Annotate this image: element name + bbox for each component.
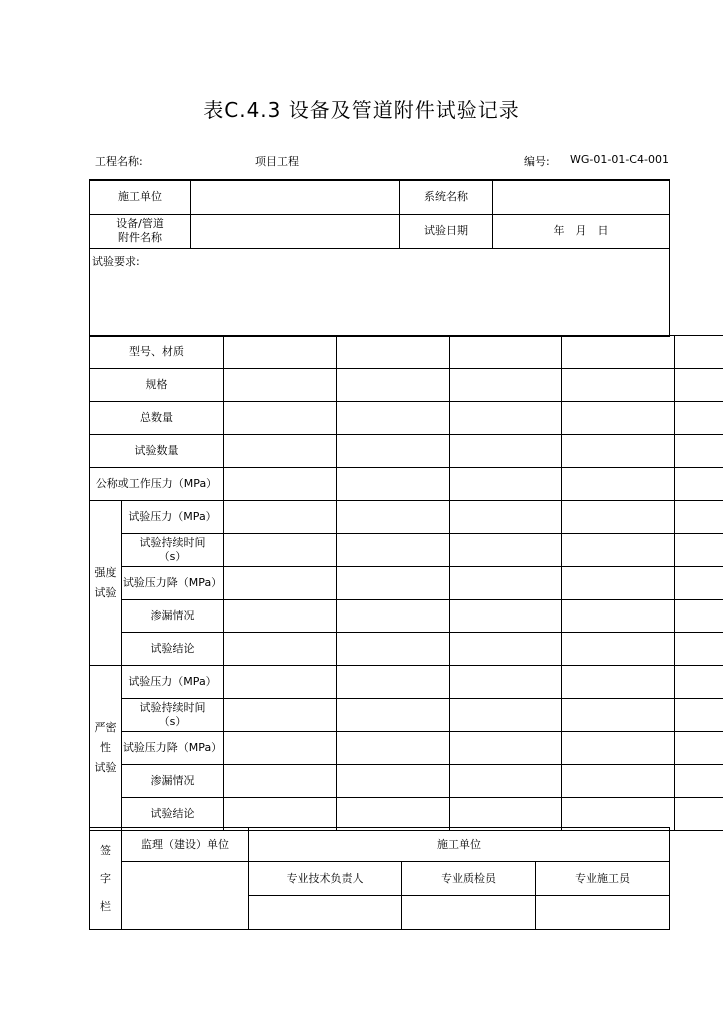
grid-cell[interactable] — [224, 732, 337, 765]
strength-leak-label: 渗漏情况 — [122, 600, 224, 633]
strength-group-line2: 试验 — [94, 586, 117, 599]
tech-lead-signature-field[interactable] — [249, 896, 402, 930]
code-label: 编号: — [524, 155, 550, 168]
grid-cell[interactable] — [450, 666, 562, 699]
grid-cell[interactable] — [675, 567, 723, 600]
tightness-conclusion-label: 试验结论 — [122, 798, 224, 831]
test-requirements-field[interactable] — [90, 248, 670, 336]
tightness-group-line1: 严密 — [94, 721, 117, 734]
grid-cell[interactable] — [675, 336, 723, 369]
grid-cell[interactable] — [675, 798, 723, 831]
code-value: WG-01-01-C4-001 — [570, 153, 669, 166]
tightness-group-line2: 性 — [100, 741, 111, 754]
grid-cell[interactable] — [562, 732, 675, 765]
grid-cell[interactable] — [562, 468, 675, 501]
supervision-unit-label: 监理（建设）单位 — [122, 828, 249, 862]
strength-duration-line1: 试验持续时间 — [139, 536, 206, 549]
grid-cell[interactable] — [224, 633, 337, 666]
grid-cell[interactable] — [675, 633, 723, 666]
grid-cell[interactable] — [450, 468, 562, 501]
grid-cell[interactable] — [675, 699, 723, 732]
grid-cell[interactable] — [450, 600, 562, 633]
grid-cell[interactable] — [562, 369, 675, 402]
tightness-leak-label: 渗漏情况 — [122, 765, 224, 798]
tightness-group-line3: 试验 — [94, 761, 117, 774]
grid-cell[interactable] — [450, 732, 562, 765]
tightness-pressure-label: 试验压力（MPa） — [122, 666, 224, 699]
grid-cell[interactable] — [450, 765, 562, 798]
equipment-name-line2: 附件名称 — [118, 231, 162, 244]
date-placeholder: 年 月 日 — [553, 224, 609, 237]
test-grid — [89, 335, 723, 831]
construction-unit-label: 施工单位 — [90, 180, 191, 214]
grid-cell[interactable] — [337, 534, 450, 567]
grid-cell[interactable] — [337, 732, 450, 765]
sign-char-3: 栏 — [100, 899, 111, 913]
grid-cell[interactable] — [562, 699, 675, 732]
grid-cell[interactable] — [224, 666, 337, 699]
grid-cell[interactable] — [224, 567, 337, 600]
grid-cell[interactable] — [562, 798, 675, 831]
grid-cell[interactable] — [675, 369, 723, 402]
grid-cell[interactable] — [562, 501, 675, 534]
system-name-field[interactable] — [493, 180, 670, 214]
project-value: 项目工程 — [255, 155, 299, 168]
strength-duration-line2: （s） — [158, 550, 187, 563]
strength-drop-label: 试验压力降（MPa） — [122, 567, 224, 600]
spec-label: 规格 — [90, 369, 224, 402]
strength-group-label — [90, 501, 122, 666]
grid-cell[interactable] — [224, 468, 337, 501]
grid-cell[interactable] — [337, 600, 450, 633]
grid-cell[interactable] — [562, 600, 675, 633]
grid-cell[interactable] — [224, 501, 337, 534]
tightness-duration-line2: （s） — [158, 715, 187, 728]
grid-cell[interactable] — [675, 435, 723, 468]
test-requirements-label: 试验要求: — [92, 254, 140, 268]
grid-cell[interactable] — [337, 402, 450, 435]
grid-cell[interactable] — [450, 402, 562, 435]
construction-unit-sign-label: 施工单位 — [249, 828, 670, 862]
grid-cell[interactable] — [450, 633, 562, 666]
grid-cell[interactable] — [224, 369, 337, 402]
sign-char-2: 字 — [100, 871, 111, 885]
strength-group-line1: 强度 — [94, 566, 117, 579]
grid-cell[interactable] — [562, 765, 675, 798]
grid-cell[interactable] — [337, 699, 450, 732]
equipment-name-field[interactable] — [191, 214, 400, 248]
equipment-name-line1: 设备/管道 — [116, 217, 164, 230]
grid-cell[interactable] — [337, 666, 450, 699]
quality-inspector-label: 专业质检员 — [402, 862, 536, 896]
grid-cell[interactable] — [224, 402, 337, 435]
worker-label: 专业施工员 — [536, 862, 670, 896]
info-table — [89, 179, 670, 337]
grid-cell[interactable] — [450, 567, 562, 600]
tightness-duration-line1: 试验持续时间 — [139, 701, 206, 714]
grid-cell[interactable] — [450, 534, 562, 567]
grid-cell[interactable] — [562, 402, 675, 435]
grid-cell[interactable] — [562, 336, 675, 369]
grid-cell[interactable] — [562, 435, 675, 468]
test-date-field[interactable] — [493, 214, 670, 248]
tightness-drop-label: 试验压力降（MPa） — [122, 732, 224, 765]
grid-cell[interactable] — [562, 534, 675, 567]
grid-cell[interactable] — [675, 666, 723, 699]
test-qty-label: 试验数量 — [90, 435, 224, 468]
grid-cell[interactable] — [562, 666, 675, 699]
grid-cell[interactable] — [675, 732, 723, 765]
grid-cell[interactable] — [224, 765, 337, 798]
grid-cell[interactable] — [675, 765, 723, 798]
grid-cell[interactable] — [337, 336, 450, 369]
strength-duration-label — [122, 534, 224, 567]
signature-column-label — [90, 828, 122, 930]
grid-cell[interactable] — [562, 567, 675, 600]
total-qty-label: 总数量 — [90, 402, 224, 435]
tech-lead-label: 专业技术负责人 — [249, 862, 402, 896]
grid-cell[interactable] — [675, 600, 723, 633]
grid-cell[interactable] — [224, 435, 337, 468]
grid-cell[interactable] — [224, 534, 337, 567]
grid-cell[interactable] — [337, 501, 450, 534]
sign-char-1: 签 — [100, 843, 111, 857]
grid-cell[interactable] — [450, 798, 562, 831]
grid-cell[interactable] — [337, 765, 450, 798]
grid-cell[interactable] — [562, 633, 675, 666]
worker-signature-field[interactable] — [536, 896, 670, 930]
grid-cell[interactable] — [450, 699, 562, 732]
model-material-label: 型号、材质 — [90, 336, 224, 369]
strength-pressure-label: 试验压力（MPa） — [122, 501, 224, 534]
page-title: 表C.4.3 设备及管道附件试验记录 — [203, 98, 520, 122]
grid-cell[interactable] — [450, 435, 562, 468]
grid-cell[interactable] — [675, 402, 723, 435]
equipment-name-label — [90, 214, 191, 248]
grid-cell[interactable] — [450, 336, 562, 369]
grid-cell[interactable] — [337, 567, 450, 600]
grid-cell[interactable] — [450, 501, 562, 534]
project-label: 工程名称: — [95, 155, 143, 168]
grid-cell[interactable] — [337, 633, 450, 666]
tightness-group-label — [90, 666, 122, 831]
test-date-label: 试验日期 — [400, 214, 493, 248]
tightness-duration-label — [122, 699, 224, 732]
grid-cell[interactable] — [675, 534, 723, 567]
quality-inspector-signature-field[interactable] — [402, 896, 536, 930]
grid-cell[interactable] — [224, 336, 337, 369]
grid-cell[interactable] — [337, 435, 450, 468]
system-name-label: 系统名称 — [400, 180, 493, 214]
grid-cell[interactable] — [450, 369, 562, 402]
grid-cell[interactable] — [337, 468, 450, 501]
grid-cell[interactable] — [675, 501, 723, 534]
construction-unit-field[interactable] — [191, 180, 400, 214]
grid-cell[interactable] — [337, 369, 450, 402]
grid-cell[interactable] — [224, 600, 337, 633]
strength-conclusion-label: 试验结论 — [122, 633, 224, 666]
grid-cell[interactable] — [224, 798, 337, 831]
grid-cell[interactable] — [337, 798, 450, 831]
signature-table — [89, 827, 670, 930]
grid-cell[interactable] — [675, 468, 723, 501]
nominal-pressure-label: 公称或工作压力（MPa） — [90, 468, 224, 501]
grid-cell[interactable] — [224, 699, 337, 732]
supervision-signature-field[interactable] — [122, 862, 249, 930]
